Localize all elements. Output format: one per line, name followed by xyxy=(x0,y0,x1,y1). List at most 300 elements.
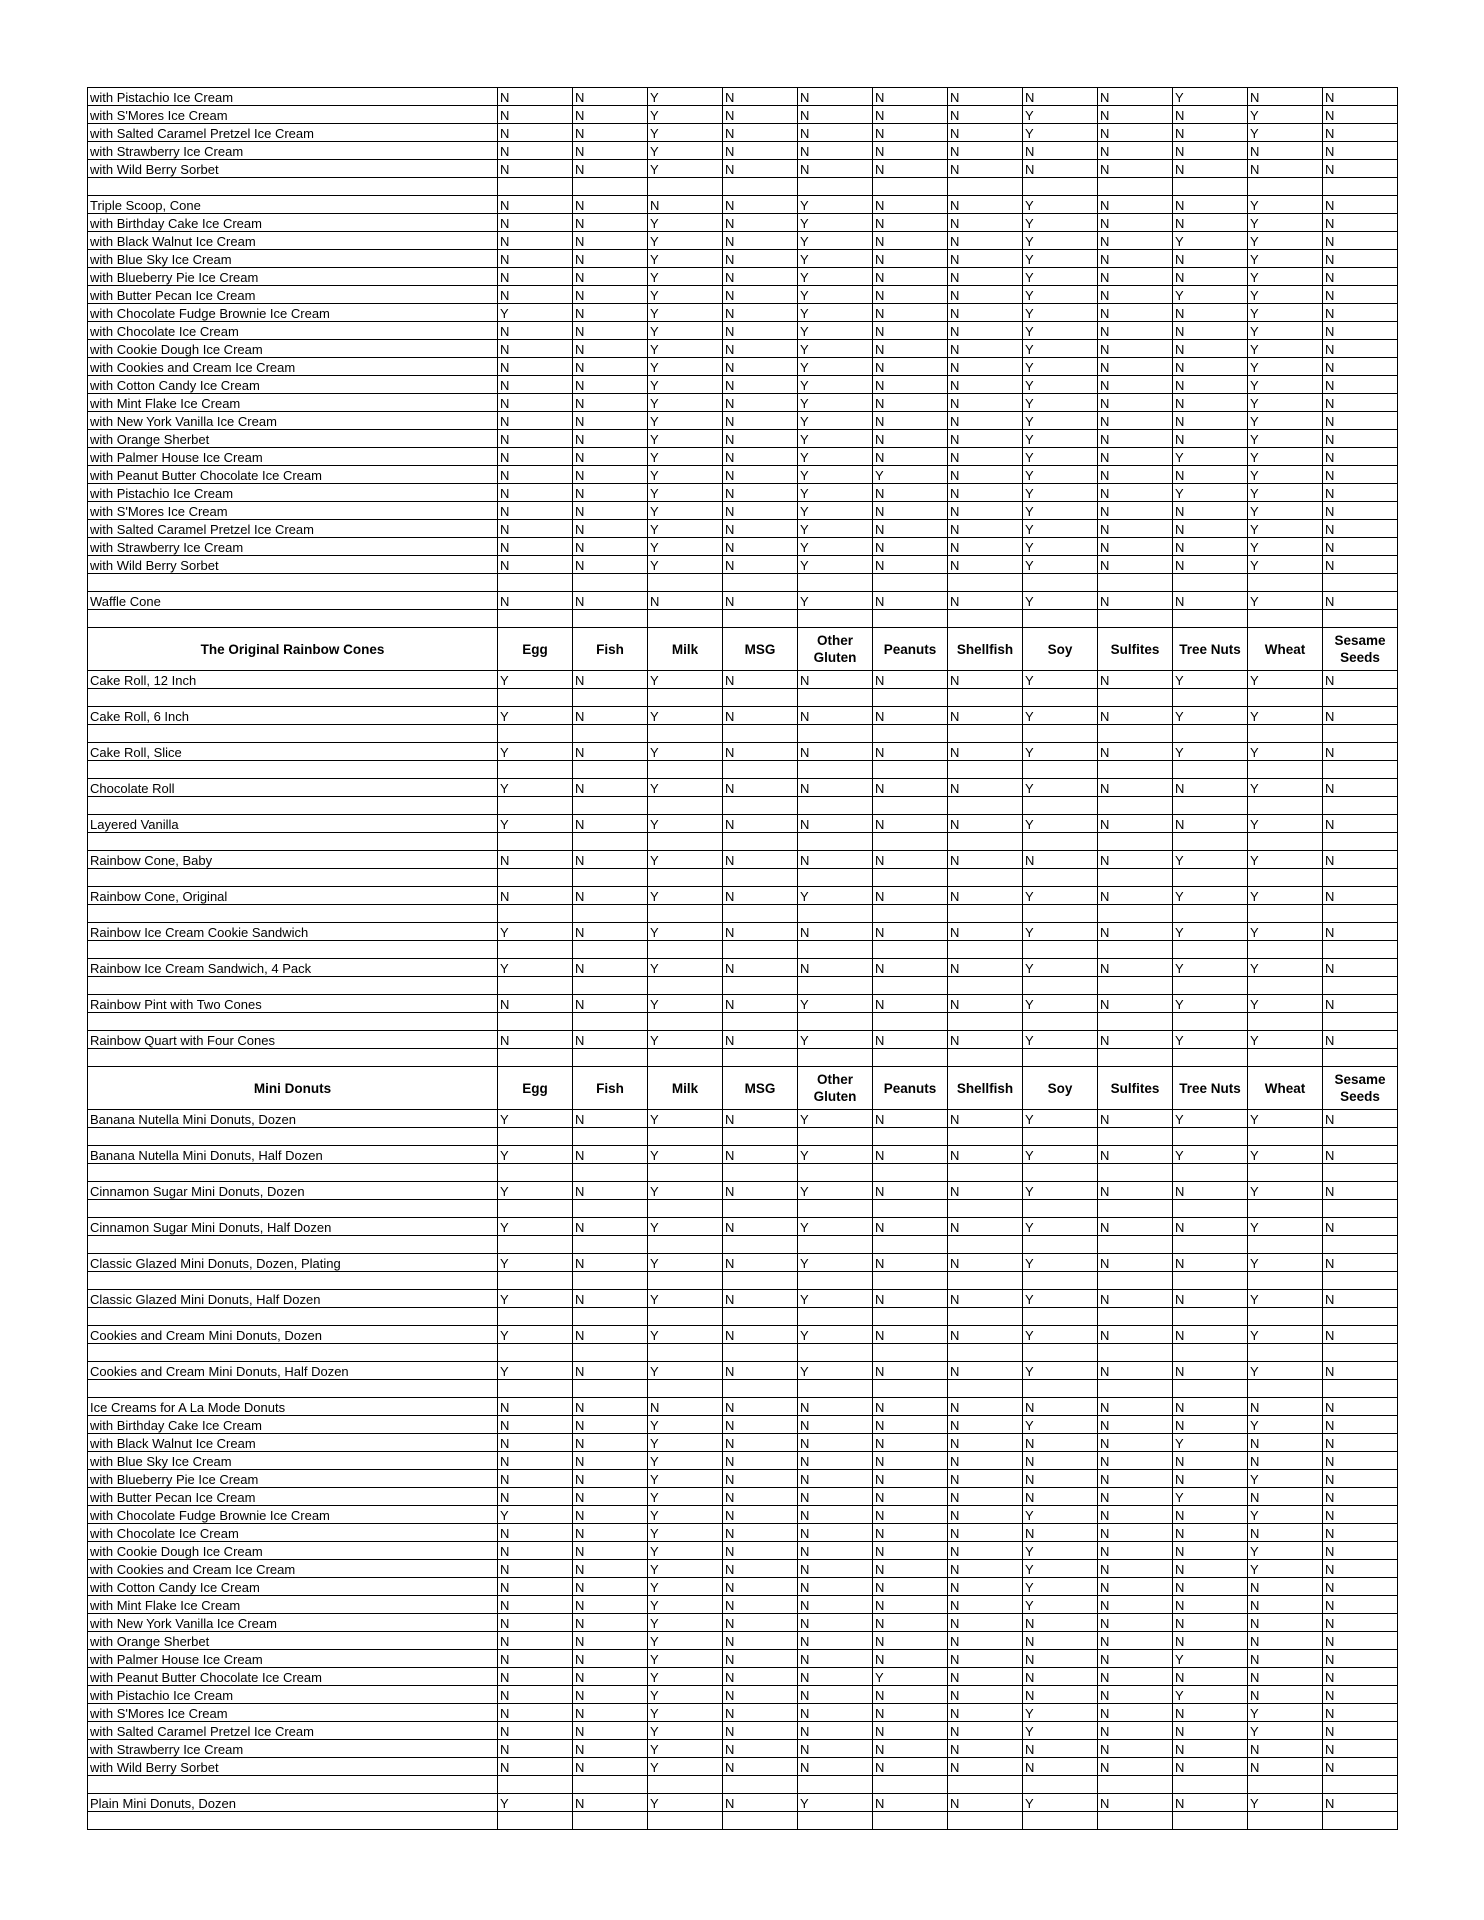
allergen-value: N xyxy=(723,1362,798,1380)
item-name: with Cookie Dough Ice Cream xyxy=(88,1542,498,1560)
allergen-value: Y xyxy=(648,88,723,106)
allergen-value: Y xyxy=(1023,430,1098,448)
allergen-value: N xyxy=(1323,1362,1398,1380)
empty-cell xyxy=(948,869,1023,887)
allergen-value: Y xyxy=(1173,286,1248,304)
allergen-value: N xyxy=(1023,1758,1098,1776)
table-row xyxy=(88,250,1398,268)
allergen-value: N xyxy=(873,1031,948,1049)
blank-row xyxy=(88,1308,1398,1326)
empty-cell xyxy=(723,1308,798,1326)
allergen-value: N xyxy=(873,592,948,610)
allergen-value: Y xyxy=(498,1254,573,1272)
allergen-value: N xyxy=(648,592,723,610)
allergen-value: N xyxy=(1098,1488,1173,1506)
allergen-value: N xyxy=(1323,887,1398,905)
allergen-value: N xyxy=(498,196,573,214)
table-row xyxy=(88,358,1398,376)
empty-cell xyxy=(1098,1272,1173,1290)
allergen-value: Y xyxy=(648,286,723,304)
table-row xyxy=(88,466,1398,484)
item-name: with Salted Caramel Pretzel Ice Cream xyxy=(88,124,498,142)
allergen-value: N xyxy=(1323,1416,1398,1434)
empty-cell xyxy=(723,610,798,628)
empty-cell xyxy=(1323,1776,1398,1794)
empty-cell xyxy=(1323,1128,1398,1146)
allergen-value: Y xyxy=(798,1182,873,1200)
allergen-value: Y xyxy=(1023,502,1098,520)
item-name: with S'Mores Ice Cream xyxy=(88,1704,498,1722)
item-name: Cookies and Cream Mini Donuts, Half Dozen xyxy=(88,1362,498,1380)
empty-cell xyxy=(1098,725,1173,743)
allergen-value: N xyxy=(1173,268,1248,286)
allergen-value: N xyxy=(723,538,798,556)
empty-cell xyxy=(498,1812,573,1830)
allergen-value: Y xyxy=(1023,214,1098,232)
allergen-value: Y xyxy=(1248,1110,1323,1128)
item-name: with Wild Berry Sorbet xyxy=(88,556,498,574)
allergen-value: N xyxy=(1323,1031,1398,1049)
allergen-value: N xyxy=(1098,358,1173,376)
allergen-value: N xyxy=(873,1452,948,1470)
allergen-value: Y xyxy=(1248,430,1323,448)
allergen-value: Y xyxy=(1248,592,1323,610)
column-header: Fish xyxy=(573,1067,648,1110)
allergen-value: N xyxy=(1323,484,1398,502)
empty-cell xyxy=(573,574,648,592)
allergen-value: N xyxy=(498,232,573,250)
allergen-value: N xyxy=(723,1596,798,1614)
allergen-value: N xyxy=(798,1434,873,1452)
empty-cell xyxy=(1248,1308,1323,1326)
empty-cell xyxy=(723,1776,798,1794)
allergen-value: Y xyxy=(1023,394,1098,412)
empty-cell xyxy=(88,689,498,707)
empty-cell xyxy=(648,905,723,923)
allergen-value: Y xyxy=(1248,1506,1323,1524)
table-row xyxy=(88,1470,1398,1488)
allergen-value: Y xyxy=(798,196,873,214)
allergen-value: N xyxy=(573,1218,648,1236)
allergen-value: N xyxy=(1248,1632,1323,1650)
empty-cell xyxy=(798,1164,873,1182)
allergen-value: N xyxy=(948,1524,1023,1542)
allergen-value: N xyxy=(1098,1650,1173,1668)
empty-cell xyxy=(723,574,798,592)
allergen-value: N xyxy=(1023,1668,1098,1686)
allergen-value: N xyxy=(573,448,648,466)
allergen-value: N xyxy=(573,1254,648,1272)
allergen-value: N xyxy=(873,304,948,322)
allergen-value: Y xyxy=(1173,1031,1248,1049)
allergen-value: Y xyxy=(1173,923,1248,941)
allergen-value: N xyxy=(573,1146,648,1164)
empty-cell xyxy=(798,1308,873,1326)
allergen-value: N xyxy=(723,448,798,466)
allergen-value: Y xyxy=(1023,556,1098,574)
allergen-value: N xyxy=(498,1031,573,1049)
allergen-value: N xyxy=(723,502,798,520)
allergen-value: N xyxy=(1323,556,1398,574)
allergen-value: Y xyxy=(648,1650,723,1668)
allergen-value: Y xyxy=(1023,1560,1098,1578)
allergen-value: Y xyxy=(498,959,573,977)
empty-cell xyxy=(1248,1380,1323,1398)
allergen-value: N xyxy=(798,1632,873,1650)
allergen-value: N xyxy=(873,1488,948,1506)
empty-cell xyxy=(1323,1200,1398,1218)
allergen-value: N xyxy=(573,340,648,358)
item-name: Banana Nutella Mini Donuts, Dozen xyxy=(88,1110,498,1128)
allergen-value: Y xyxy=(1023,1416,1098,1434)
allergen-value: N xyxy=(1248,1740,1323,1758)
allergen-value: Y xyxy=(648,448,723,466)
allergen-value: N xyxy=(498,1596,573,1614)
allergen-value: Y xyxy=(498,743,573,761)
empty-cell xyxy=(948,1380,1023,1398)
allergen-value: N xyxy=(723,1758,798,1776)
allergen-value: N xyxy=(1173,1722,1248,1740)
empty-cell xyxy=(1098,1308,1173,1326)
allergen-value: Y xyxy=(1173,88,1248,106)
allergen-value: Y xyxy=(1023,1794,1098,1812)
allergen-value: N xyxy=(948,887,1023,905)
table-row xyxy=(88,1524,1398,1542)
table-row xyxy=(88,1398,1398,1416)
empty-cell xyxy=(573,610,648,628)
blank-row xyxy=(88,1013,1398,1031)
allergen-value: Y xyxy=(1023,1578,1098,1596)
empty-cell xyxy=(648,178,723,196)
empty-cell xyxy=(498,610,573,628)
allergen-value: Y xyxy=(1248,232,1323,250)
section-header-row xyxy=(88,1067,1398,1110)
allergen-value: Y xyxy=(648,520,723,538)
allergen-value: N xyxy=(873,340,948,358)
allergen-value: Y xyxy=(648,959,723,977)
empty-cell xyxy=(873,1200,948,1218)
allergen-value: N xyxy=(948,322,1023,340)
allergen-value: N xyxy=(1323,124,1398,142)
allergen-value: N xyxy=(573,124,648,142)
allergen-value: N xyxy=(948,1758,1023,1776)
allergen-value: N xyxy=(798,1704,873,1722)
allergen-value: N xyxy=(798,88,873,106)
blank-row xyxy=(88,977,1398,995)
allergen-value: N xyxy=(498,1758,573,1776)
empty-cell xyxy=(88,1272,498,1290)
empty-cell xyxy=(498,725,573,743)
allergen-value: N xyxy=(1323,214,1398,232)
allergen-value: N xyxy=(723,959,798,977)
allergen-value: Y xyxy=(1023,232,1098,250)
allergen-value: N xyxy=(948,592,1023,610)
item-name: with Chocolate Fudge Brownie Ice Cream xyxy=(88,1506,498,1524)
blank-row xyxy=(88,725,1398,743)
allergen-value: N xyxy=(873,232,948,250)
allergen-value: N xyxy=(498,160,573,178)
allergen-value: Y xyxy=(498,1182,573,1200)
allergen-value: Y xyxy=(1248,250,1323,268)
allergen-value: N xyxy=(1323,1110,1398,1128)
allergen-value: N xyxy=(573,376,648,394)
allergen-value: N xyxy=(1173,1398,1248,1416)
allergen-value: Y xyxy=(648,1542,723,1560)
allergen-value: Y xyxy=(648,1254,723,1272)
allergen-value: N xyxy=(1323,1668,1398,1686)
column-header: Shellfish xyxy=(948,628,1023,671)
empty-cell xyxy=(88,833,498,851)
allergen-value: Y xyxy=(648,466,723,484)
allergen-value: N xyxy=(573,304,648,322)
empty-cell xyxy=(88,1776,498,1794)
empty-cell xyxy=(88,610,498,628)
empty-cell xyxy=(498,1013,573,1031)
allergen-value: N xyxy=(498,1704,573,1722)
allergen-value: N xyxy=(1248,142,1323,160)
table-row xyxy=(88,106,1398,124)
allergen-value: Y xyxy=(1248,520,1323,538)
allergen-value: Y xyxy=(798,376,873,394)
allergen-value: N xyxy=(948,923,1023,941)
allergen-value: N xyxy=(573,430,648,448)
allergen-value: N xyxy=(1173,1452,1248,1470)
allergen-value: Y xyxy=(648,268,723,286)
allergen-value: N xyxy=(1323,1704,1398,1722)
empty-cell xyxy=(948,1812,1023,1830)
empty-cell xyxy=(798,725,873,743)
column-header: MSG xyxy=(723,1067,798,1110)
allergen-value: N xyxy=(1098,1031,1173,1049)
allergen-value: N xyxy=(873,1632,948,1650)
allergen-value: N xyxy=(498,214,573,232)
allergen-value: N xyxy=(723,322,798,340)
item-name: with Strawberry Ice Cream xyxy=(88,1740,498,1758)
empty-cell xyxy=(88,1013,498,1031)
allergen-value: Y xyxy=(648,322,723,340)
table-row xyxy=(88,322,1398,340)
table-row xyxy=(88,160,1398,178)
allergen-value: N xyxy=(948,88,1023,106)
empty-cell xyxy=(1023,905,1098,923)
allergen-value: N xyxy=(873,1110,948,1128)
empty-cell xyxy=(948,833,1023,851)
empty-cell xyxy=(1248,797,1323,815)
table-row xyxy=(88,1578,1398,1596)
allergen-value: N xyxy=(1173,502,1248,520)
allergen-value: N xyxy=(1023,1632,1098,1650)
allergen-value: N xyxy=(1098,707,1173,725)
allergen-value: N xyxy=(498,142,573,160)
empty-cell xyxy=(873,1776,948,1794)
section-header-row xyxy=(88,628,1398,671)
allergen-value: N xyxy=(573,1182,648,1200)
allergen-value: N xyxy=(723,1031,798,1049)
allergen-value: N xyxy=(948,1722,1023,1740)
allergen-value: Y xyxy=(1023,1182,1098,1200)
empty-cell xyxy=(88,1128,498,1146)
empty-cell xyxy=(723,1128,798,1146)
blank-row xyxy=(88,1128,1398,1146)
empty-cell xyxy=(723,725,798,743)
empty-cell xyxy=(798,761,873,779)
allergen-value: N xyxy=(1323,322,1398,340)
table-row xyxy=(88,196,1398,214)
allergen-value: N xyxy=(723,196,798,214)
empty-cell xyxy=(1323,1049,1398,1067)
allergen-value: N xyxy=(1173,358,1248,376)
allergen-value: N xyxy=(948,1110,1023,1128)
allergen-value: N xyxy=(873,448,948,466)
blank-row xyxy=(88,869,1398,887)
allergen-value: N xyxy=(573,1722,648,1740)
allergen-value: N xyxy=(1173,592,1248,610)
allergen-value: N xyxy=(1248,1452,1323,1470)
allergen-value: Y xyxy=(1248,412,1323,430)
allergen-value: Y xyxy=(1023,376,1098,394)
item-name: with Cotton Candy Ice Cream xyxy=(88,1578,498,1596)
allergen-value: N xyxy=(1248,160,1323,178)
allergen-value: N xyxy=(948,959,1023,977)
allergen-value: N xyxy=(948,1434,1023,1452)
allergen-value: N xyxy=(498,466,573,484)
allergen-value: N xyxy=(948,448,1023,466)
allergen-value: N xyxy=(1098,1794,1173,1812)
allergen-value: N xyxy=(723,142,798,160)
allergen-value: N xyxy=(948,1704,1023,1722)
allergen-value: Y xyxy=(648,1434,723,1452)
allergen-value: N xyxy=(1098,1398,1173,1416)
allergen-value: N xyxy=(1023,1686,1098,1704)
allergen-value: N xyxy=(723,394,798,412)
allergen-value: Y xyxy=(1023,124,1098,142)
allergen-value: Y xyxy=(1023,484,1098,502)
allergen-value: Y xyxy=(798,1110,873,1128)
empty-cell xyxy=(948,1776,1023,1794)
allergen-value: Y xyxy=(648,779,723,797)
allergen-value: N xyxy=(1323,1488,1398,1506)
empty-cell xyxy=(873,869,948,887)
allergen-value: Y xyxy=(798,394,873,412)
allergen-value: N xyxy=(573,142,648,160)
empty-cell xyxy=(873,1049,948,1067)
allergen-value: Y xyxy=(648,214,723,232)
empty-cell xyxy=(498,1049,573,1067)
empty-cell xyxy=(1173,977,1248,995)
allergen-value: Y xyxy=(873,466,948,484)
allergen-value: N xyxy=(573,1686,648,1704)
allergen-value: N xyxy=(1173,556,1248,574)
empty-cell xyxy=(873,1128,948,1146)
allergen-value: N xyxy=(798,959,873,977)
item-name: with Strawberry Ice Cream xyxy=(88,538,498,556)
allergen-value: Y xyxy=(1248,502,1323,520)
allergen-value: N xyxy=(873,502,948,520)
empty-cell xyxy=(573,1812,648,1830)
allergen-value: N xyxy=(1098,538,1173,556)
allergen-value: N xyxy=(948,1614,1023,1632)
allergen-value: N xyxy=(723,430,798,448)
item-name: with Blue Sky Ice Cream xyxy=(88,250,498,268)
allergen-value: N xyxy=(1323,592,1398,610)
allergen-value: N xyxy=(1023,1524,1098,1542)
allergen-value: N xyxy=(1173,106,1248,124)
item-name: with Butter Pecan Ice Cream xyxy=(88,1488,498,1506)
table-row xyxy=(88,1488,1398,1506)
allergen-value: N xyxy=(573,520,648,538)
allergen-value: Y xyxy=(1173,1110,1248,1128)
allergen-value: Y xyxy=(1173,671,1248,689)
allergen-value: N xyxy=(1098,376,1173,394)
allergen-value: N xyxy=(723,1704,798,1722)
allergen-value: N xyxy=(948,1686,1023,1704)
allergen-value: N xyxy=(1323,1452,1398,1470)
empty-cell xyxy=(573,1236,648,1254)
allergen-value: N xyxy=(1323,815,1398,833)
allergen-value: N xyxy=(1173,1326,1248,1344)
table-row xyxy=(88,995,1398,1013)
allergen-value: N xyxy=(948,1650,1023,1668)
allergen-value: N xyxy=(498,1614,573,1632)
allergen-value: N xyxy=(1173,142,1248,160)
empty-cell xyxy=(498,1128,573,1146)
allergen-value: N xyxy=(873,250,948,268)
allergen-value: N xyxy=(723,1524,798,1542)
allergen-value: N xyxy=(1248,1686,1323,1704)
allergen-value: Y xyxy=(1248,923,1323,941)
empty-cell xyxy=(723,1272,798,1290)
allergen-value: N xyxy=(1323,1182,1398,1200)
allergen-value: N xyxy=(1098,1362,1173,1380)
empty-cell xyxy=(1023,977,1098,995)
allergen-value: N xyxy=(798,815,873,833)
allergen-value: N xyxy=(798,1722,873,1740)
allergen-value: N xyxy=(1173,376,1248,394)
empty-cell xyxy=(1023,833,1098,851)
allergen-value: N xyxy=(873,779,948,797)
allergen-value: N xyxy=(1173,1794,1248,1812)
allergen-value: N xyxy=(1323,196,1398,214)
allergen-value: N xyxy=(1323,1632,1398,1650)
allergen-value: N xyxy=(573,887,648,905)
allergen-value: N xyxy=(1023,1614,1098,1632)
allergen-value: Y xyxy=(498,1506,573,1524)
allergen-value: Y xyxy=(798,1146,873,1164)
allergen-value: N xyxy=(1098,1614,1173,1632)
allergen-value: N xyxy=(948,1488,1023,1506)
empty-cell xyxy=(1173,869,1248,887)
allergen-value: N xyxy=(873,160,948,178)
allergen-value: N xyxy=(573,1614,648,1632)
allergen-value: N xyxy=(1098,1452,1173,1470)
empty-cell xyxy=(1023,761,1098,779)
allergen-value: N xyxy=(723,268,798,286)
empty-cell xyxy=(1173,610,1248,628)
item-name: Cinnamon Sugar Mini Donuts, Half Dozen xyxy=(88,1218,498,1236)
allergen-value: N xyxy=(498,1650,573,1668)
section-title: Mini Donuts xyxy=(88,1067,498,1110)
empty-cell xyxy=(1248,1272,1323,1290)
allergen-value: N xyxy=(723,106,798,124)
allergen-value: N xyxy=(798,1470,873,1488)
allergen-value: Y xyxy=(648,1596,723,1614)
allergen-value: N xyxy=(723,1650,798,1668)
allergen-value: Y xyxy=(498,1218,573,1236)
table-row xyxy=(88,1434,1398,1452)
allergen-value: N xyxy=(1023,1452,1098,1470)
allergen-value: Y xyxy=(498,779,573,797)
allergen-value: N xyxy=(873,1704,948,1722)
